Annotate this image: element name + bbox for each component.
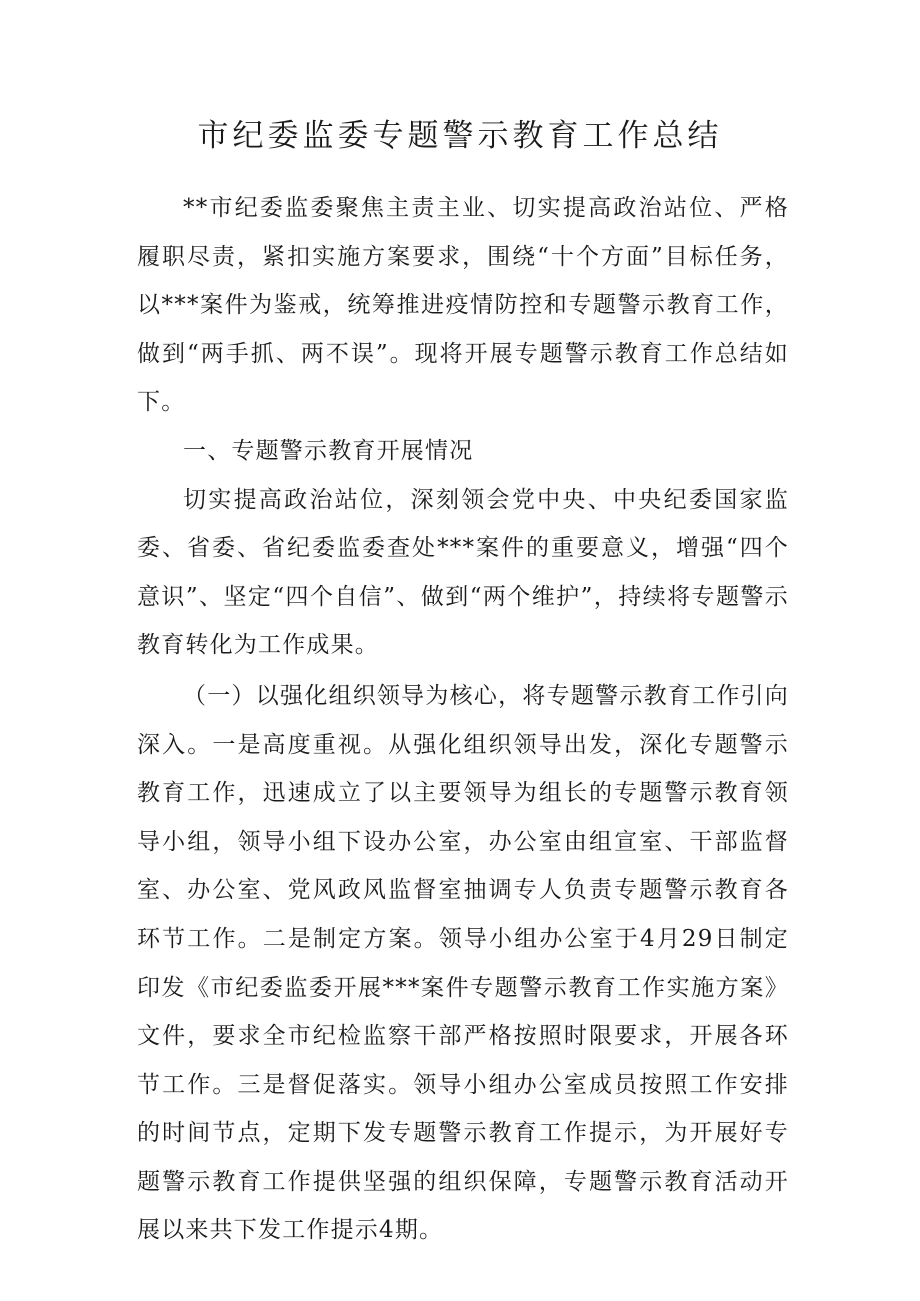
document-body bbox=[137, 184, 789, 1255]
section-heading-1: 一、专题警示教育开展情况 bbox=[183, 437, 474, 464]
document-title: 市纪委监委专题警示教育工作总结 bbox=[197, 118, 723, 154]
paragraph-political-stance: 切实提高政治站位，深刻领会党中央、中央纪委国家监委、省委、省纪委监委查处***案件的重要意义，增强“四个意识”、坚定“四个自信”、做到“两个维护”，持续将专题警示教育转化为工作成果。 bbox=[137, 486, 789, 659]
paragraph-intro: **市纪委监委聚焦主责主业、切实提高政治站位、严格履职尽责，紧扣实施方案要求，围绕“十个方面”目标任务，以***案件为鉴戒，统筹推进疫情防控和专题警示教育工作，做到“两手抓、两不误”。现将开展专题警示教育工作总结如下。 bbox=[137, 195, 789, 416]
paragraph-organization-leadership: （一）以强化组织领导为核心，将专题警示教育工作引向深入。一是高度重视。从强化组织领导出发，深化专题警示教育工作，迅速成立了以主要领导为组长的专题警示教育领导小组，领导小组下设办公室，办公室由组宣室、干部监督室、办公室、党风政风监督室抽调专人负责专题警示教育各环节工作。二是制定方案。领导小组办公室于4月29日制定印发《市纪委监委开展***案件专题警示教育工作实施方案》文件，要求全市纪检监察干部严格按照时限要求，开展各环节工作。三是督促落实。领导小组办公室成员按照工作安排的时间节点，定期下发专题警示教育工作提示，为开展好专题警示教育工作提供坚强的组织保障，专题警示教育活动开展以来共下发工作提示4期。 bbox=[137, 682, 789, 1244]
